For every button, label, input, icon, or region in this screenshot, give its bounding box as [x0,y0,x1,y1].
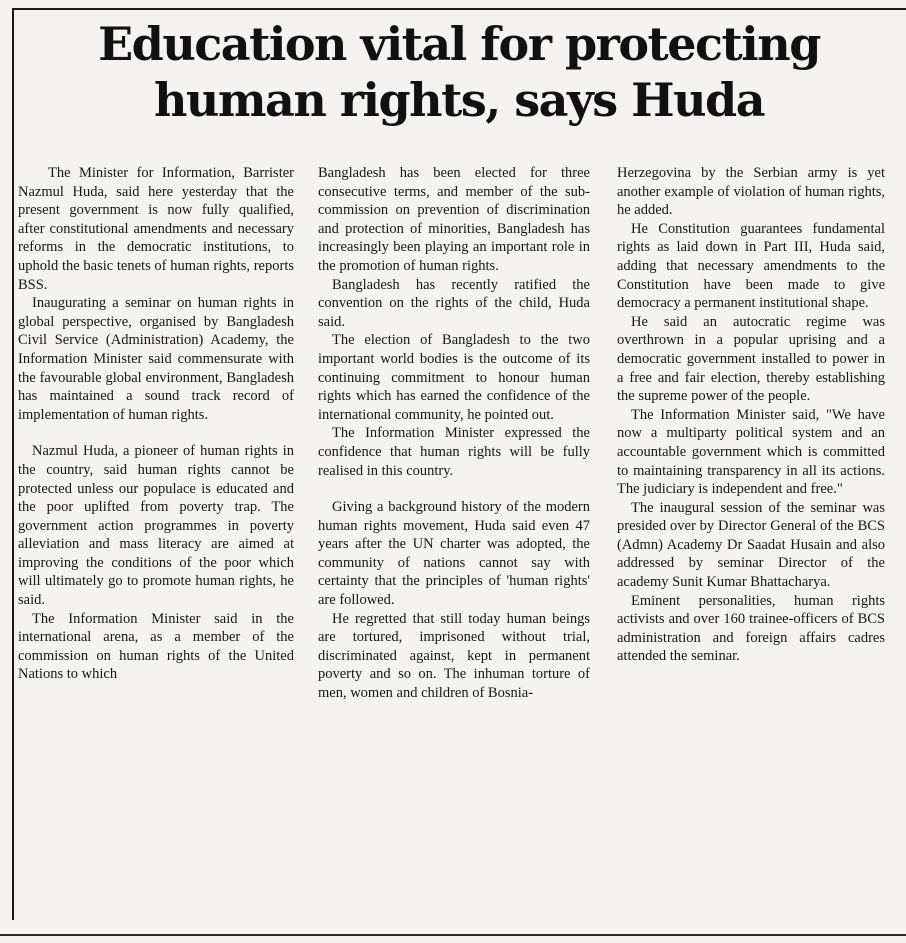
headline: Education vital for protecting human rights, says Huda [98,17,820,128]
column-1 [18,164,294,684]
paragraph: He regretted that still today human beings are tortured, imprisoned without trial, discriminated against, kept in permanent poverty and so on. The inhuman torture of men, women and children of Bosnia- [318,610,590,702]
paragraph: Eminent personalities, human rights activists and over 160 trainee-officers of BCS administration and foreign affairs cadres attended the seminar. [617,592,885,665]
paragraph: Bangladesh has recently ratified the convention on the rights of the child, Huda said. [318,276,590,330]
column-3 [617,164,885,666]
paragraph: The inaugural session of the seminar was presided over by Director General of the BCS (Admn) Academy Dr Saadat Husain and also addressed by seminar Director of the academy Sunit Kumar Bhattacharya. [617,499,885,591]
paragraph: He Constitution guarantees fundamental rights as laid down in Part III, Huda said, adding that necessary amendments to the Constitution have been made to give democracy a permanent institutional shape. [617,220,885,312]
paragraph: Herzegovina by the Serbian army is yet another example of violation of human rights, he added. [617,165,885,219]
left-border-rule [12,8,14,920]
paragraph: The Information Minister said, "We have now a multiparty political system and an accountable government which is committed to maintaining transparency in all its actions. The judiciary is independent and free." [617,406,885,498]
paragraph: Nazmul Huda, a pioneer of human rights in the country, said human rights cannot be protected unless our populace is educated and the poor uplifted from poverty trap. The government action programmes in poverty alleviation and mass literacy are aimed at improving the conditions of the poor which will ultimately go to promote human rights, he said. [18,443,294,609]
bottom-border-rule [0,934,906,936]
paragraph: Giving a background history of the modern human rights movement, Huda said even 47 years after the UN charter was adopted, the community of nations cannot say with certainty that the principles of 'human rights' are followed. [318,499,590,609]
paragraph: The Information Minister said in the international arena, as a member of the commission on human rights of the United Nations to which [18,610,294,683]
paragraph: The election of Bangladesh to the two important world bodies is the outcome of its continuing commitment to honour human rights which has earned the confidence of the international community, he pointed out. [318,332,590,423]
paragraph: He said an autocratic regime was overthrown in a popular uprising and a democratic government installed to power in a free and fair election, thereby establishing the supreme power of the people. [617,313,885,405]
column-2 [318,164,590,703]
paragraph: The Information Minister expressed the confidence that human rights will be fully realised in this country. [318,425,590,479]
paragraph: Inaugurating a seminar on human rights in global perspective, organised by Bangladesh Civil Service (Administration) Academy, the Information Minister said commensurate with the favourable global environment, Bangladesh has maintained a sound track record of implementation of human rights. [18,295,294,423]
top-border-rule [12,8,906,10]
paragraph: The Minister for Information, Barrister Nazmul Huda, said here yesterday that the present government is now fully qualified, after constitutional amendments and necessary reforms in the democratic institutions, to uphold the basic tenets of human rights, reports BSS. [18,165,294,293]
paragraph: Bangladesh has been elected for three consecutive terms, and member of the sub-commission on prevention of discrimination and protection of minorities, Bangladesh has increasingly been playing an important role in the promotion of human rights. [318,165,590,274]
